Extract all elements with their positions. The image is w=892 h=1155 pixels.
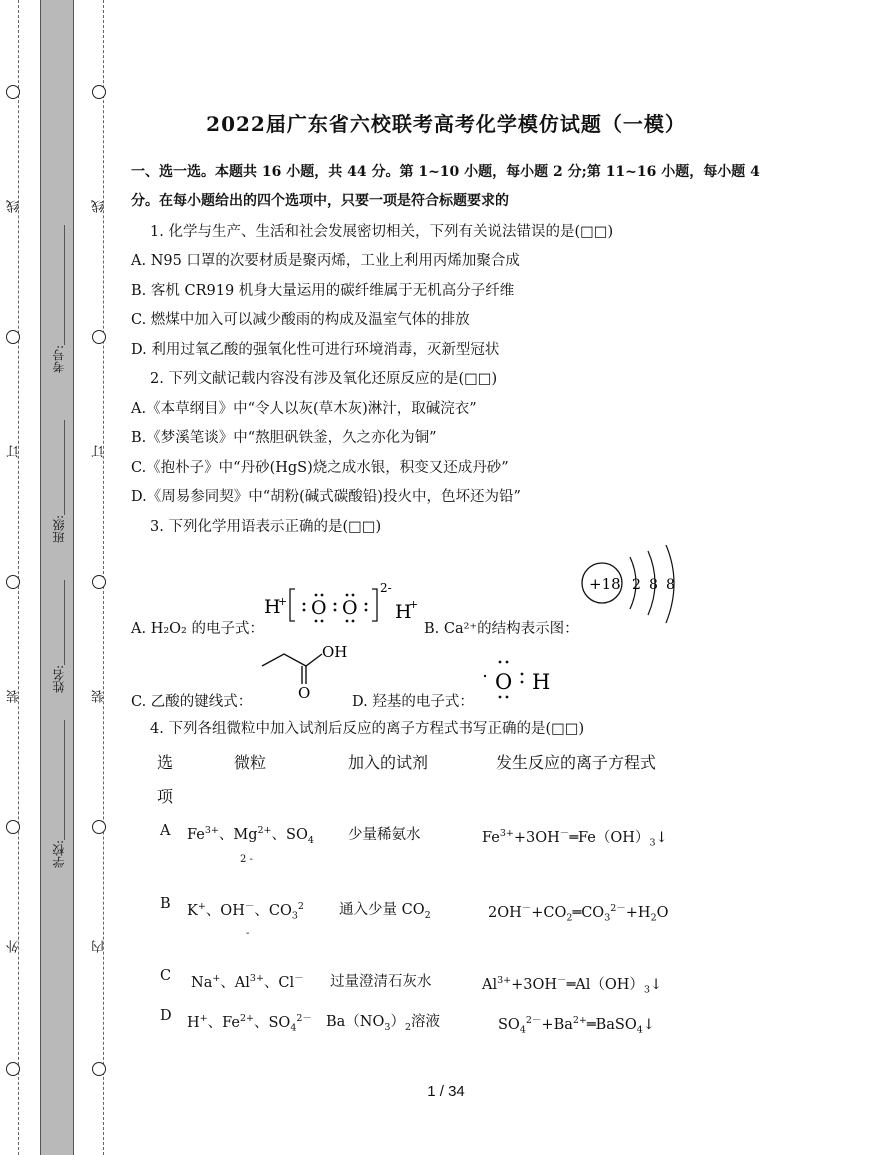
q1-option-b: B. 客机 CR919 机身大量运用的碳纤维属于无机高分子纤维 — [131, 283, 515, 299]
table-row-a-reagent: 少量稀氨水 — [348, 827, 421, 843]
table-row-b-reagent-text: 通入少量 CO — [339, 902, 425, 918]
table-row-c-option: C — [160, 968, 172, 984]
svg-text:H: H — [264, 596, 281, 618]
field-underline — [64, 580, 65, 665]
q3-option-c-label: C. 乙酸的键线式： — [131, 694, 253, 710]
hydroxyl-electron-formula — [482, 655, 562, 700]
q2-option-c: C.《抱朴子》中“丹砂(HgS)烧之成水银，积变又还成丹砂” — [131, 460, 509, 476]
q2-stem: 2. 下列文献记载内容没有涉及氧化还原反应的是(□□) — [150, 371, 498, 387]
table-header-reagent: 加入的试剂 — [348, 753, 429, 772]
table-row-c-particles: Na+、$Al^{3+}$、Cl－ — [191, 973, 304, 991]
page-number: 1 / 34 — [427, 1083, 465, 1100]
svg-text:H: H — [532, 670, 551, 694]
binding-hole-circle — [92, 1062, 106, 1076]
binding-char-ding: 订 — [92, 445, 107, 458]
svg-text:O: O — [342, 597, 358, 619]
q1-option-c: C. 燃煤中加入可以减少酸雨的构成及温室气体的排放 — [131, 312, 470, 328]
binding-hole-circle — [92, 330, 106, 344]
binding-hole-circle — [92, 820, 106, 834]
q3-option-d-label: D. 羟基的电子式： — [352, 694, 474, 710]
table-header-equation: 发生反应的离子方程式 — [496, 753, 657, 772]
binding-char-zhuang: 装 — [92, 690, 107, 703]
q3-stem: 3. 下列化学用语表示正确的是(□□) — [150, 519, 382, 535]
table-row-b-reagent: 通入少量 $CO_2$ — [339, 902, 431, 921]
binding-hole-circle — [92, 575, 106, 589]
binding-hole-circle — [92, 85, 106, 99]
table-header-option: 选 — [157, 753, 174, 772]
page-title: 2022届广东省六校联考高考化学模仿试题（一模） — [206, 112, 686, 136]
table-header-particles: 微粒 — [234, 753, 267, 772]
q1-stem: 1. 化学与生产、生活和社会发展密切相关，下列有关说法错误的是(□□) — [150, 224, 614, 240]
q3-option-a-label: A. H₂O₂ 的电子式： — [131, 621, 264, 637]
binding-char-zhuang: 装 — [7, 690, 22, 703]
section-heading-line-1: 一、选一选。本题共 16 小题，共 44 分。第 1~10 小题，每小题 2 分;第 11~16 小题，每小题 4 — [131, 164, 760, 180]
table-header-option: 项 — [157, 787, 174, 806]
field-underline — [64, 420, 65, 515]
q1-option-d: D. 利用过氧乙酸的强氧化性可进行环境消毒，灭新型冠状 — [131, 342, 500, 358]
q2-option-d: D.《周易参同契》中“胡粉(碱式碳酸铅)投火中，色坏还为铅” — [131, 489, 521, 505]
binding-hole-circle — [6, 330, 20, 344]
name-label: 姓名: — [52, 665, 66, 694]
table-row-b-particles: K+、OH－、$CO_3^2$ — [187, 901, 304, 922]
svg-text:2: 2 — [632, 577, 641, 593]
q2-option-a: A.《本草纲目》中“令人以灰(草木灰)淋汁，取碱浣衣” — [131, 401, 477, 417]
field-underline — [64, 225, 65, 345]
binding-char-xian: 线 — [7, 200, 22, 213]
table-row-d-equation: $SO_4^{2-}+Ba^{2+}═BaSO_4↓$ — [498, 1015, 655, 1036]
q4-stem: 4. 下列各组微粒中加入试剂后反应的离子方程式书写正确的是(□□) — [150, 721, 585, 737]
svg-text:O: O — [495, 670, 513, 694]
field-underline — [64, 720, 65, 840]
table-row-d-reagent: $Ba(NO_3)_2$溶液 — [326, 1014, 440, 1033]
binding-char-wai: 外 — [7, 940, 22, 953]
q2-option-b: B.《梦溪笔谈》中“熬胆矾铁釜，久之亦化为铜” — [131, 430, 437, 446]
binding-hole-circle — [6, 820, 20, 834]
svg-text:2-: 2- — [380, 581, 392, 595]
svg-text:+: + — [409, 598, 419, 611]
table-row-a-option: A — [160, 823, 171, 839]
svg-text:+18: +18 — [589, 575, 621, 593]
binding-strip — [40, 0, 74, 1155]
table-row-a-equation: $Fe^{3+}+3OH^-═Fe(OH)_3↓$ — [482, 828, 668, 849]
h2o2-electron-formula — [262, 577, 422, 627]
table-row-b-equation: $2OH^-+CO_2═CO_3^{2-}+H_2O$ — [488, 903, 669, 924]
ca-ion-structure-diagram — [578, 545, 688, 635]
binding-char-nei: 内 — [92, 940, 107, 953]
table-row-c-equation: $Al^{3+}+3OH^-═Al(OH)_3↓$ — [482, 975, 663, 996]
binding-hole-circle — [6, 1062, 20, 1076]
q3-option-b-label: B. Ca²⁺的结构表示图： — [424, 621, 579, 637]
binding-hole-circle — [6, 575, 20, 589]
binding-hole-circle — [6, 85, 20, 99]
table-row-d-particles: H+、$Fe^{2+}$、$SO_4^{2-}$ — [187, 1013, 312, 1034]
table-row-b-particles-charge: - — [246, 928, 250, 939]
school-label: 学校: — [52, 840, 66, 869]
svg-text:8: 8 — [649, 577, 658, 593]
svg-text:O: O — [298, 684, 311, 702]
svg-text:O: O — [311, 597, 327, 619]
table-row-d-option: D — [160, 1008, 172, 1024]
svg-text:H: H — [395, 601, 412, 623]
svg-text:OH: OH — [322, 643, 348, 661]
class-label: 班级: — [52, 515, 66, 544]
q1-option-a: A. N95 口罩的次要材质是聚丙烯，工业上利用丙烯加聚合成 — [131, 253, 520, 269]
acetic-acid-skeletal-formula — [258, 640, 358, 702]
svg-text:+: + — [278, 595, 288, 608]
table-row-a-particles-charge: 2 - — [240, 854, 253, 865]
exam-number-label: 考号: — [52, 345, 66, 374]
svg-text:8: 8 — [666, 577, 675, 593]
table-row-b-option: B — [160, 896, 171, 912]
binding-char-xian: 线 — [92, 200, 107, 213]
binding-char-ding: 订 — [7, 445, 22, 458]
table-row-d-reagent-text: 溶液 — [410, 1014, 440, 1030]
table-row-a-particles: $Fe^{3+}$、$Mg^{2+}$、$SO_4$ — [187, 825, 314, 846]
section-heading-line-2: 分。在每小题给出的四个选项中，只要一项是符合标题要求的 — [131, 193, 509, 209]
table-row-c-reagent: 过量澄清石灰水 — [330, 974, 432, 990]
